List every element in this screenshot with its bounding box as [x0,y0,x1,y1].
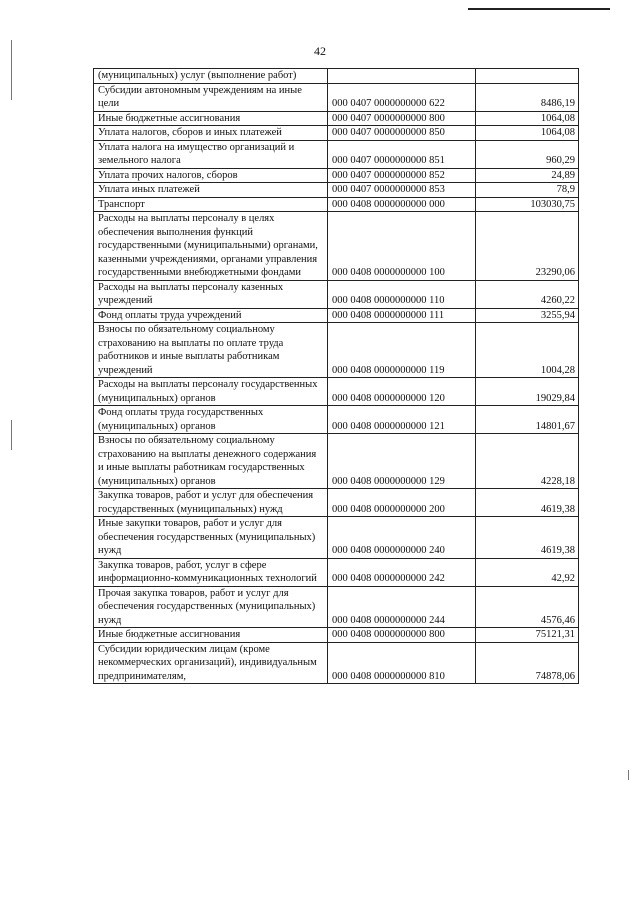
row-name: Субсидии автономным учреждениям на иные цели [94,83,328,111]
row-sum: 19029,84 [476,378,579,406]
scan-artifact-left-lower [11,420,12,450]
row-sum: 75121,31 [476,628,579,643]
row-sum: 23290,06 [476,212,579,281]
table-row [94,378,579,406]
table-row [94,69,579,84]
table-row [94,280,579,308]
row-name: Иные бюджетные ассигнования [94,628,328,643]
table-row [94,83,579,111]
row-sum: 3255,94 [476,308,579,323]
row-code: 000 0408 0000000000 240 [328,517,476,559]
table-row [94,489,579,517]
row-code: 000 0408 0000000000 200 [328,489,476,517]
row-code: 000 0408 0000000000 111 [328,308,476,323]
table-row [94,197,579,212]
row-sum: 4619,38 [476,517,579,559]
row-code: 000 0408 0000000000 121 [328,406,476,434]
row-sum: 8486,19 [476,83,579,111]
row-name: Закупка товаров, работ, услуг в сфере информационно-коммуникационных технологий [94,558,328,586]
row-sum: 4576,46 [476,586,579,628]
row-code: 000 0407 0000000000 852 [328,168,476,183]
row-name: Взносы по обязательному социальному страхованию на выплаты денежного содержания и иные выплаты работникам государственных (муниципальных) органов [94,434,328,489]
row-sum: 14801,67 [476,406,579,434]
scan-artifact-right [628,770,629,780]
row-name: Уплата иных платежей [94,183,328,198]
row-sum: 1004,28 [476,323,579,378]
table-row [94,212,579,281]
row-code: 000 0408 0000000000 244 [328,586,476,628]
table-row [94,323,579,378]
row-name: Фонд оплаты труда учреждений [94,308,328,323]
table-row [94,434,579,489]
row-code: 000 0407 0000000000 851 [328,140,476,168]
row-name: Расходы на выплаты персоналу государственных (муниципальных) органов [94,378,328,406]
row-code: 000 0408 0000000000 800 [328,628,476,643]
row-sum: 1064,08 [476,111,579,126]
row-code: 000 0408 0000000000 129 [328,434,476,489]
page-number: 42 [314,44,326,58]
row-sum: 74878,06 [476,642,579,684]
top-rule [468,8,610,10]
row-name: Взносы по обязательному социальному страхованию на выплаты по оплате труда работников и иные выплаты работникам учреждений [94,323,328,378]
row-name: Иные бюджетные ассигнования [94,111,328,126]
row-name: Закупка товаров, работ и услуг для обеспечения государственных (муниципальных) нужд [94,489,328,517]
row-code [328,69,476,84]
table-row [94,308,579,323]
row-sum [476,69,579,84]
table-row [94,140,579,168]
row-code: 000 0408 0000000000 810 [328,642,476,684]
row-code: 000 0408 0000000000 120 [328,378,476,406]
row-name: Уплата прочих налогов, сборов [94,168,328,183]
row-name: Иные закупки товаров, работ и услуг для обеспечения государственных (муниципальных) нужд [94,517,328,559]
table-row [94,111,579,126]
row-code: 000 0408 0000000000 000 [328,197,476,212]
table-row [94,406,579,434]
row-sum: 103030,75 [476,197,579,212]
table-row [94,183,579,198]
row-name: Расходы на выплаты персоналу в целях обеспечения выполнения функций государственными (муниципальными) органами, казенными учреждениями, органами управления государственными внебюджетными фондами [94,212,328,281]
budget-table [93,68,579,684]
row-name: Транспорт [94,197,328,212]
row-sum: 24,89 [476,168,579,183]
row-name: Фонд оплаты труда государственных (муниципальных) органов [94,406,328,434]
row-name: Субсидии юридическим лицам (кроме некоммерческих организаций), индивидуальным предпринимателям, [94,642,328,684]
table-row [94,558,579,586]
row-code: 000 0407 0000000000 622 [328,83,476,111]
row-name: Расходы на выплаты персоналу казенных учреждений [94,280,328,308]
row-name: Прочая закупка товаров, работ и услуг для обеспечения государственных (муниципальных) нужд [94,586,328,628]
row-name: Уплата налога на имущество организаций и земельного налога [94,140,328,168]
row-sum: 4619,38 [476,489,579,517]
row-sum: 4228,18 [476,434,579,489]
row-code: 000 0407 0000000000 850 [328,126,476,141]
row-sum: 78,9 [476,183,579,198]
row-code: 000 0407 0000000000 800 [328,111,476,126]
row-code: 000 0407 0000000000 853 [328,183,476,198]
table-row [94,126,579,141]
row-sum: 42,92 [476,558,579,586]
row-code: 000 0408 0000000000 242 [328,558,476,586]
table-row [94,517,579,559]
table-row [94,586,579,628]
row-sum: 960,29 [476,140,579,168]
row-sum: 1064,08 [476,126,579,141]
row-code: 000 0408 0000000000 119 [328,323,476,378]
table-row [94,642,579,684]
row-sum: 4260,22 [476,280,579,308]
table-row [94,628,579,643]
table-row [94,168,579,183]
row-code: 000 0408 0000000000 100 [328,212,476,281]
row-code: 000 0408 0000000000 110 [328,280,476,308]
row-name: Уплата налогов, сборов и иных платежей [94,126,328,141]
row-name: (муниципальных) услуг (выполнение работ) [94,69,328,84]
